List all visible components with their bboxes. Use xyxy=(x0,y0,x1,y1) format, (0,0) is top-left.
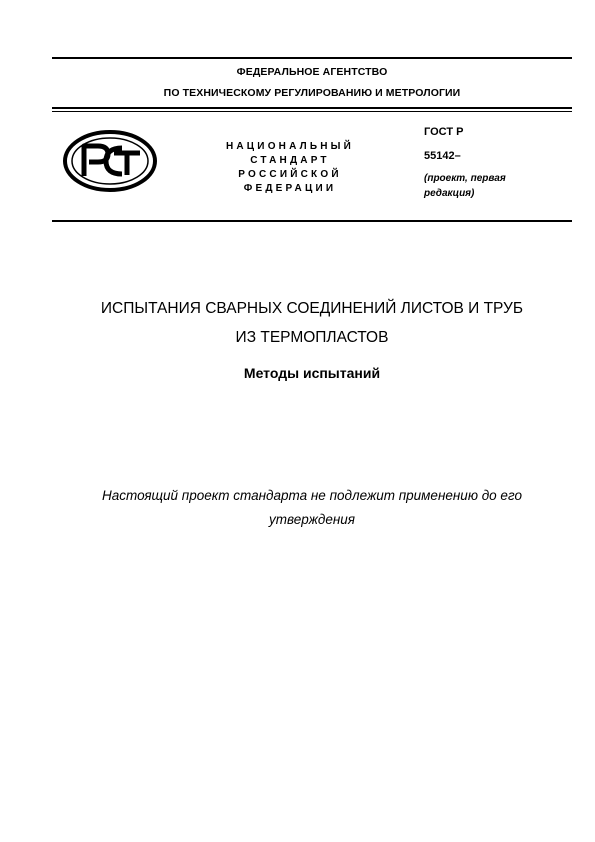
header-bottom-rule xyxy=(52,220,572,222)
standard-code: ГОСТ Р xyxy=(424,126,464,138)
agency-name-line2: ПО ТЕХНИЧЕСКОМУ РЕГУЛИРОВАНИЮ И МЕТРОЛОГИИ xyxy=(163,87,461,99)
standard-number: 55142– xyxy=(424,150,461,162)
agency-name-line1: ФЕДЕРАЛЬНОЕ АГЕНТСТВО xyxy=(236,66,388,78)
standard-type-line2: СТАНДАРТ xyxy=(250,155,330,166)
draft-notice-line2: утверждения xyxy=(268,512,356,527)
document-subtitle: Методы испытаний xyxy=(243,365,381,381)
draft-status-line1: (проект, первая xyxy=(424,173,506,184)
standard-type-line3: РОССИЙСКОЙ xyxy=(238,169,342,180)
draft-notice xyxy=(52,484,572,532)
draft-notice-line1: Настоящий проект стандарта не подлежит применению до его xyxy=(102,488,522,503)
header-double-rule-top xyxy=(52,107,572,109)
draft-status xyxy=(424,171,544,201)
draft-status-line2: редакция) xyxy=(424,188,475,199)
standard-type-line4: ФЕДЕРАЦИИ xyxy=(243,183,337,194)
rst-certification-mark-icon xyxy=(62,130,158,192)
document-title-line1: ИСПЫТАНИЯ СВАРНЫХ СОЕДИНЕНИЙ ЛИСТОВ И ТРУБ xyxy=(100,300,524,317)
header-top-rule xyxy=(52,57,572,59)
standard-type-line1: НАЦИОНАЛЬНЫЙ xyxy=(225,141,355,152)
header-double-rule-bottom xyxy=(52,111,572,112)
document-title-line2: ИЗ ТЕРМОПЛАСТОВ xyxy=(235,329,389,346)
